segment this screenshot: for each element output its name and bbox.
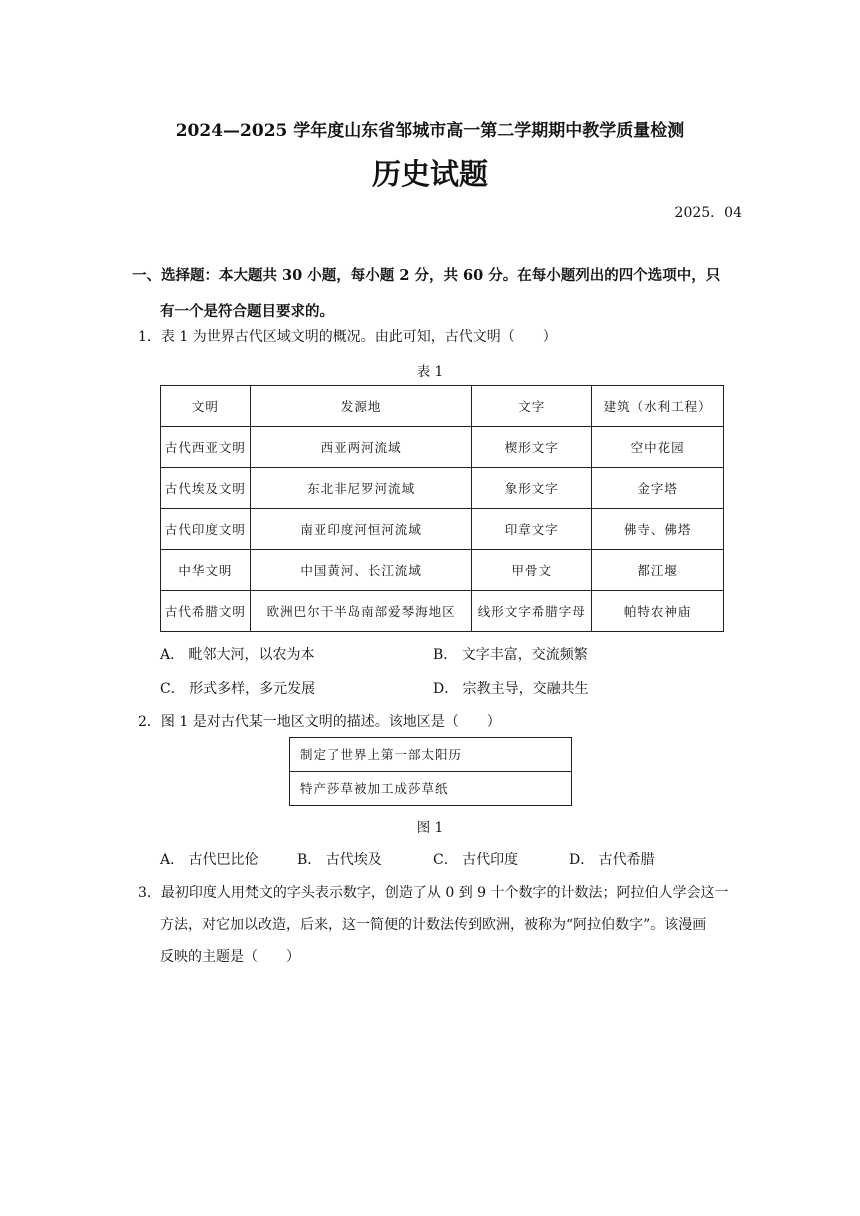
q2-option-b: B． 古代埃及 xyxy=(297,852,382,868)
table-cell: 佛寺、佛塔 xyxy=(592,509,724,550)
table-1-caption: 表 1 xyxy=(416,364,444,380)
section-instructions xyxy=(132,258,738,330)
table-1 xyxy=(160,385,724,632)
table-cell: 西亚两河流域 xyxy=(250,427,472,468)
table-row xyxy=(161,468,724,509)
question-3-line-3: 反映的主题是（ ） xyxy=(160,949,300,965)
exam-date: 2025．04 xyxy=(674,205,742,221)
figure-1-row: 特产莎草被加工成莎草纸 xyxy=(290,771,571,805)
table-row xyxy=(161,550,724,591)
q1-option-d: D． 宗教主导，交融共生 xyxy=(433,681,589,697)
table-header-cell: 文明 xyxy=(161,386,251,427)
table-row xyxy=(161,509,724,550)
table-header-cell: 建筑（水利工程） xyxy=(592,386,724,427)
table-cell: 南亚印度河恒河流域 xyxy=(250,509,472,550)
question-2-stem: 2．图 1 是对古代某一地区文明的描述。该地区是（ ） xyxy=(138,714,501,730)
section-line-1: 一、选择题：本大题共 30 小题，每小题 2 分，共 60 分。在每小题列出的四个选项中，只 xyxy=(132,267,721,284)
q2-option-d: D． 古代希腊 xyxy=(569,852,655,868)
table-header-row xyxy=(161,386,724,427)
table-cell: 线形文字希腊字母 xyxy=(472,591,592,632)
q1-option-b: B． 文字丰富，交流频繁 xyxy=(433,647,588,663)
question-3-line-1: 3．最初印度人用梵文的字头表示数字，创造了从 0 到 9 十个数字的计数法；阿拉伯人学会这一 xyxy=(138,885,729,901)
table-cell: 古代西亚文明 xyxy=(161,427,251,468)
table-cell: 楔形文字 xyxy=(472,427,592,468)
table-cell: 象形文字 xyxy=(472,468,592,509)
table-cell: 帕特农神庙 xyxy=(592,591,724,632)
table-cell: 东北非尼罗河流域 xyxy=(250,468,472,509)
figure-1-caption: 图 1 xyxy=(416,820,444,836)
section-line-2: 有一个是符合题目要求的。 xyxy=(160,303,334,320)
q2-option-c: C． 古代印度 xyxy=(433,852,519,868)
table-cell: 古代希腊文明 xyxy=(161,591,251,632)
table-header-cell: 发源地 xyxy=(250,386,472,427)
table-cell: 欧洲巴尔干半岛南部爱琴海地区 xyxy=(250,591,472,632)
table-cell: 印章文字 xyxy=(472,509,592,550)
table-cell: 古代埃及文明 xyxy=(161,468,251,509)
q1-option-a: A． 毗邻大河，以农为本 xyxy=(160,647,315,663)
question-1-stem: 1．表 1 为世界古代区域文明的概况。由此可知，古代文明（ ） xyxy=(138,329,557,345)
table-row xyxy=(161,591,724,632)
table-cell: 都江堰 xyxy=(592,550,724,591)
table-cell: 中华文明 xyxy=(161,550,251,591)
subject-title: 历史试题 xyxy=(371,157,488,191)
figure-1-box xyxy=(289,737,572,806)
table-cell: 金字塔 xyxy=(592,468,724,509)
table-cell: 甲骨文 xyxy=(472,550,592,591)
table-cell: 古代印度文明 xyxy=(161,509,251,550)
figure-1-row: 制定了世界上第一部太阳历 xyxy=(300,747,463,762)
table-cell: 中国黄河、长江流域 xyxy=(250,550,472,591)
table-row xyxy=(161,427,724,468)
q2-option-a: A． 古代巴比伦 xyxy=(160,852,259,868)
table-cell: 空中花园 xyxy=(592,427,724,468)
question-3-line-2: 方法，对它加以改造，后来，这一简便的计数法传到欧洲，被称为“阿拉伯数字”。该漫画 xyxy=(160,917,707,933)
q1-option-c: C． 形式多样，多元发展 xyxy=(160,681,316,697)
exam-header-title: 2024—2025 学年度山东省邹城市高一第二学期期中教学质量检测 xyxy=(175,121,685,141)
table-header-cell: 文字 xyxy=(472,386,592,427)
